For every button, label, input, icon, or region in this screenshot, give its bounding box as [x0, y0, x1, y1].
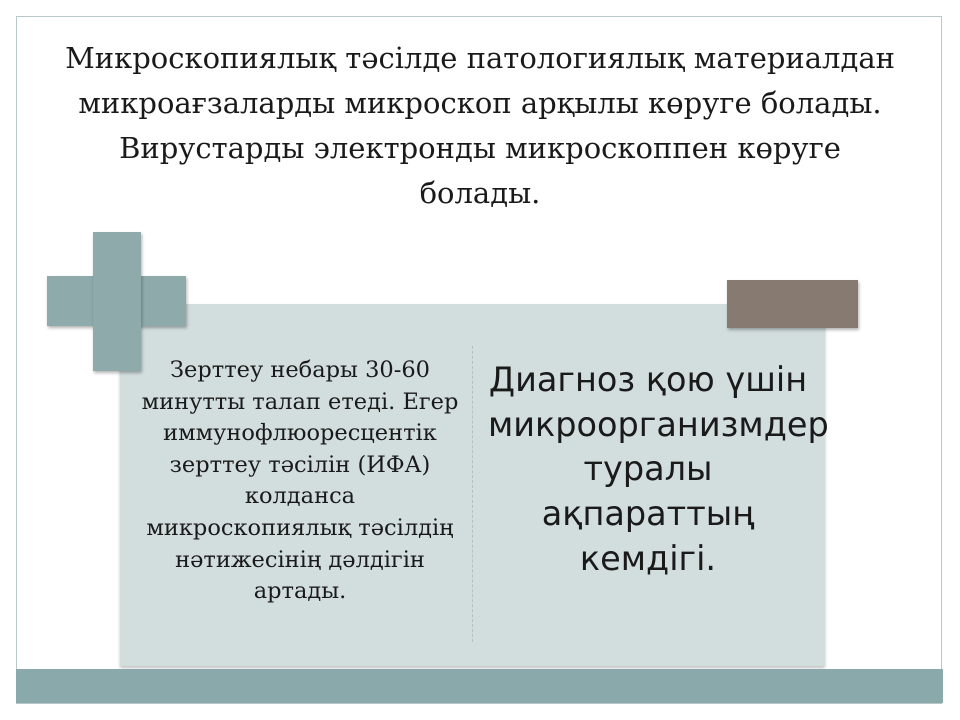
bottom-band — [16, 669, 943, 703]
plus-decoration-vertical — [93, 232, 141, 371]
slide-heading: Микроскопиялық тәсілде патологиялық материалдан микроағзаларды микроскоп арқылы көруге болады. Вирустарды электронды микроскоппен көруге болады. — [65, 41, 895, 210]
right-column-text: Диагноз қою үшін микроорганизмдер туралы ақпараттың кемдігі. — [488, 360, 829, 578]
brown-decoration-bar — [727, 280, 858, 328]
column-divider — [472, 346, 473, 642]
left-column-text: Зерттеу небары 30-60 минутты талап етеді. Егер иммунофлюоресцентік зерттеу тәсілін (ИФА) колданса микроскопиялық тәсілдің нәтижесінің дәлдігін артады. — [141, 357, 459, 605]
